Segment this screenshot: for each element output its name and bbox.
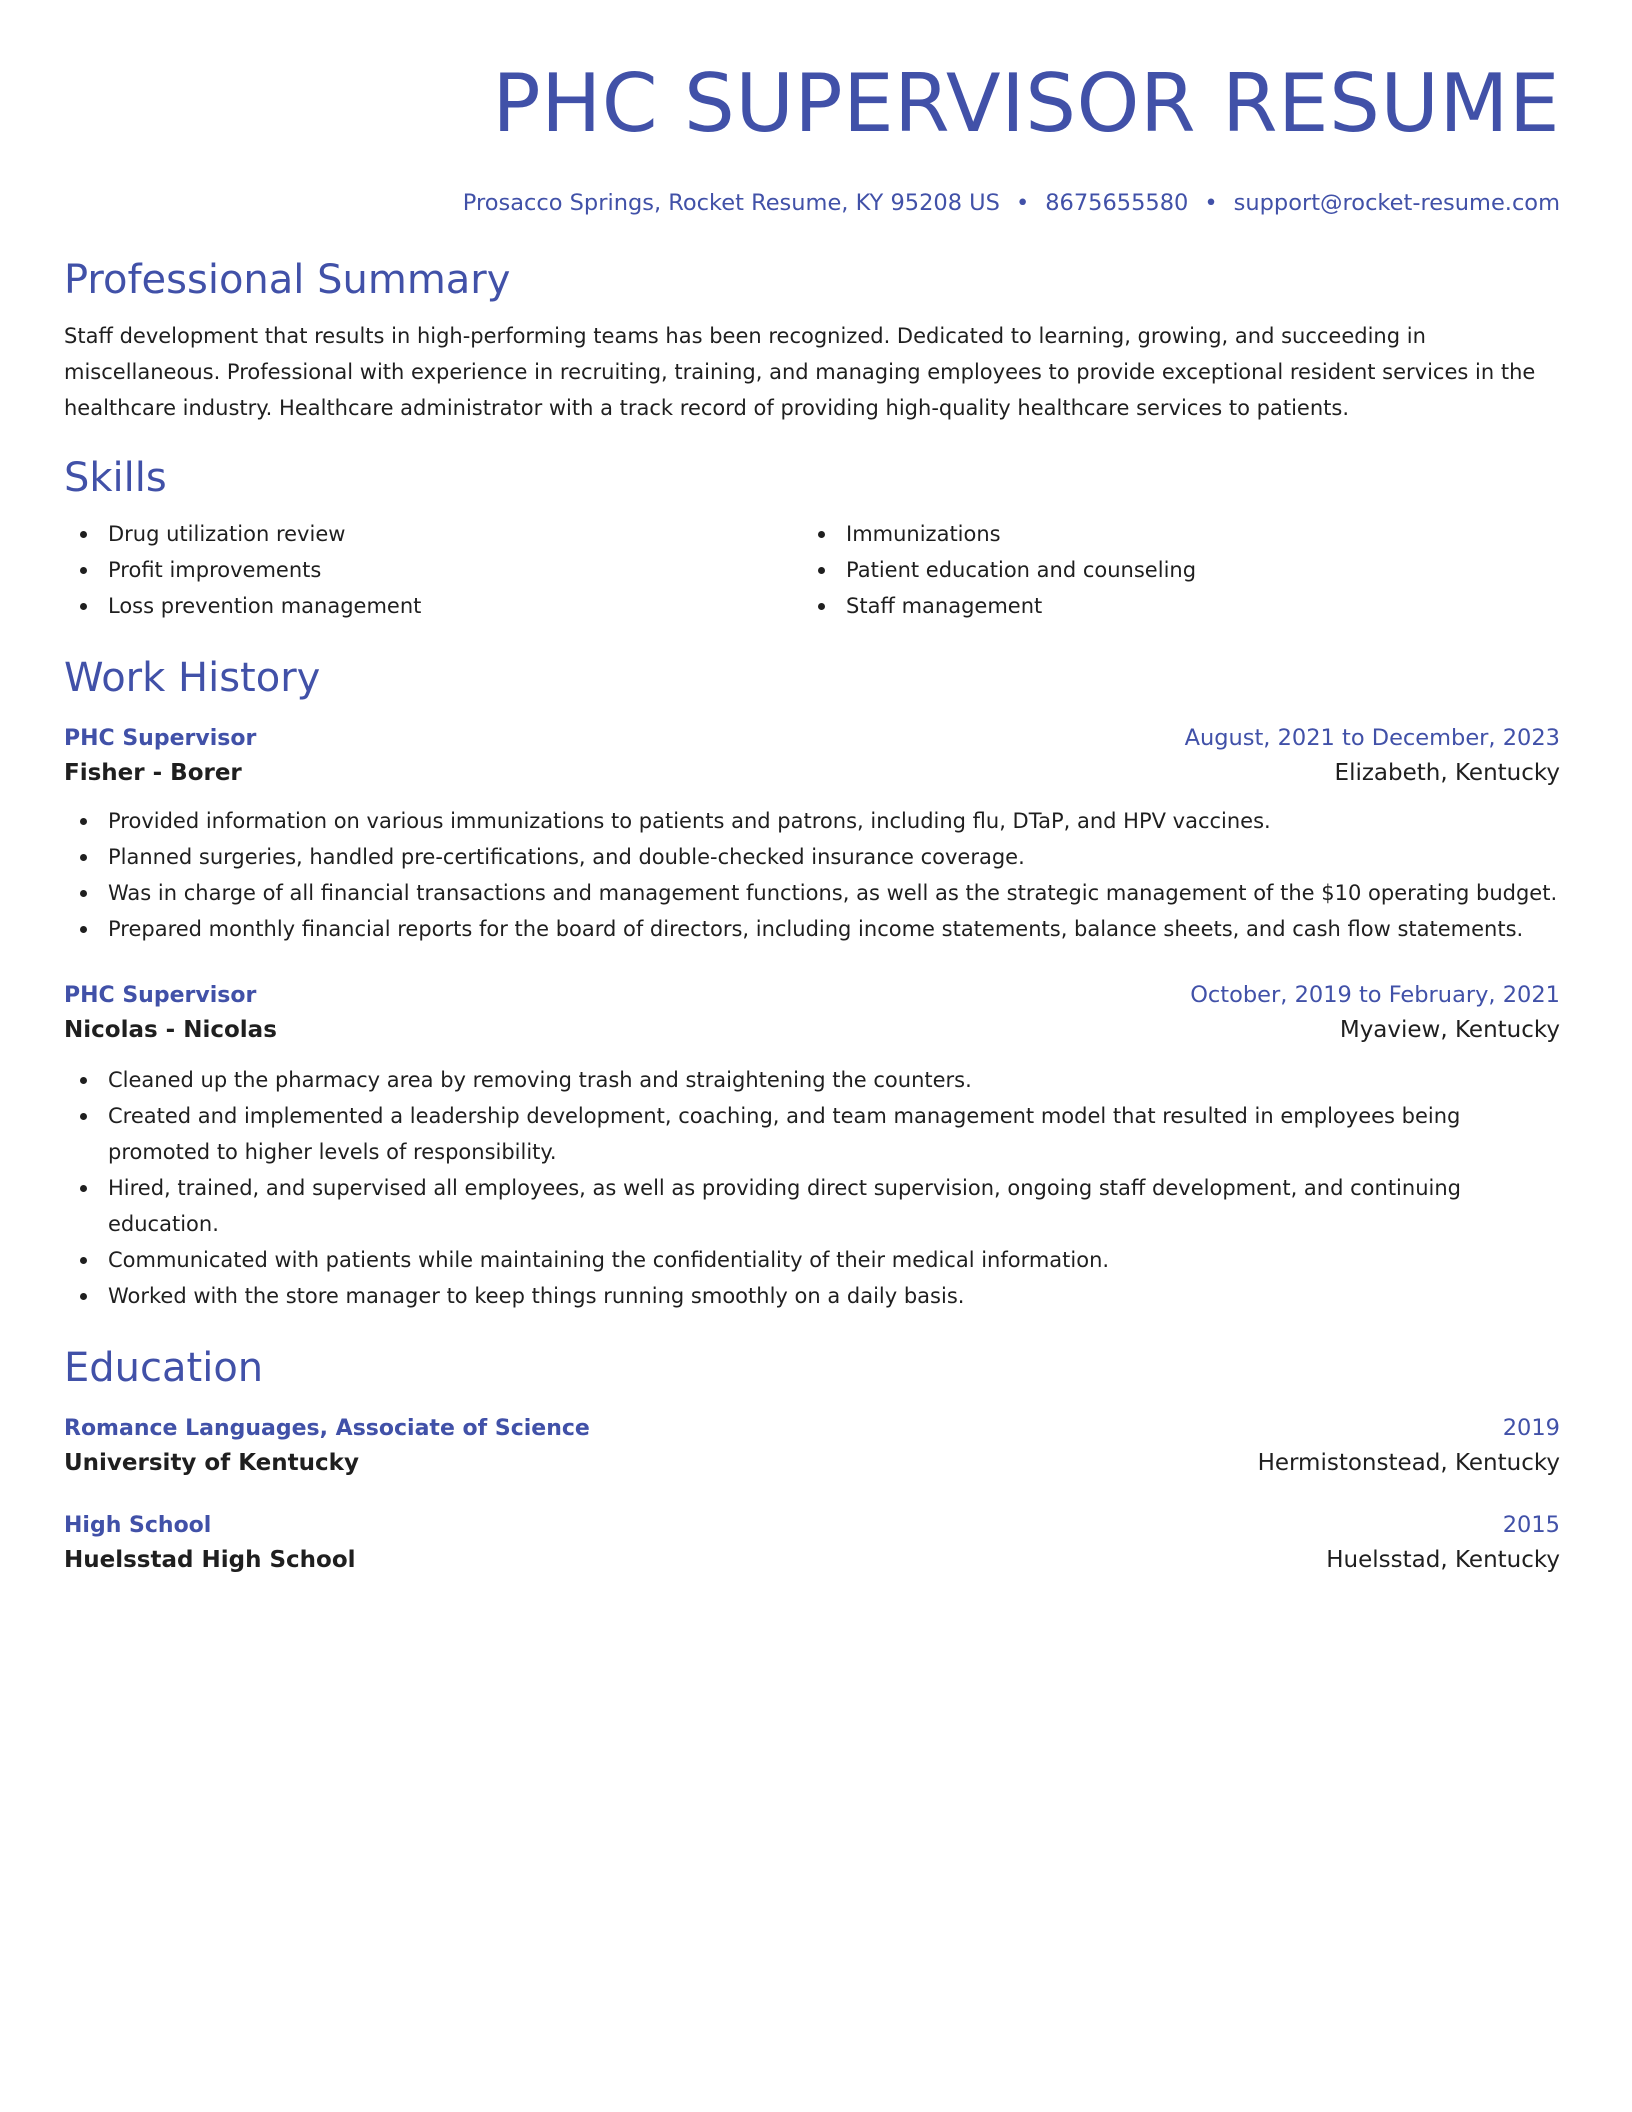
job-header-row	[64, 722, 1560, 755]
skill-item: Staff management	[802, 588, 1540, 624]
resume-page	[64, 0, 1560, 1578]
summary-heading: Professional Summary	[64, 257, 511, 303]
education-school: Huelsstad High School	[64, 1547, 356, 1573]
education-year: 2015	[1502, 1512, 1560, 1538]
education-location: Hermistonstead, Kentucky	[1257, 1450, 1560, 1476]
education-school-row	[64, 1542, 1560, 1578]
education-degree: Romance Languages, Associate of Science	[64, 1416, 590, 1441]
job-bullets	[64, 1062, 1560, 1314]
education-school: University of Kentucky	[64, 1450, 359, 1476]
summary-text: Staff development that results in high-performing teams has been recognized. Dedicated to learning, growing, and succeeding in miscellaneous. Professional with experience in recruiting, training, and managing employees to provide exceptional resident services in the healthcare industry. Healthcare administrator with a track record of providing high-quality healthcare services to patients.	[64, 324, 1536, 420]
job-bullet: Created and implemented a leadership development, coaching, and team management model that resulted in employees being promoted to higher levels of responsibility.	[64, 1098, 1560, 1170]
contact-line	[64, 188, 1560, 218]
job-bullet: Was in charge of all financial transactions and management functions, as well as the strategic management of the $10 operating budget.	[64, 875, 1560, 911]
education-school-row	[64, 1445, 1560, 1481]
job-title: PHC Supervisor	[64, 726, 257, 751]
education-entry	[64, 1509, 1560, 1578]
education-location: Huelsstad, Kentucky	[1326, 1547, 1560, 1573]
job-dates: October, 2019 to February, 2021	[1190, 982, 1560, 1008]
job-bullet: Communicated with patients while maintaining the confidentiality of their medical information.	[64, 1242, 1560, 1278]
job-bullet: Provided information on various immunizations to patients and patrons, including flu, DTaP, and HPV vaccines.	[64, 803, 1560, 839]
skill-item: Loss prevention management	[64, 588, 802, 624]
education-degree: High School	[64, 1513, 212, 1538]
job-bullet: Worked with the store manager to keep things running smoothly on a daily basis.	[64, 1278, 1560, 1314]
job-bullets	[64, 803, 1560, 947]
education-year: 2019	[1502, 1415, 1560, 1441]
job-location: Myaview, Kentucky	[1339, 1017, 1560, 1043]
contact-phone: 8675655580	[1045, 190, 1189, 216]
education-entry	[64, 1412, 1560, 1481]
job-company-row	[64, 755, 1560, 791]
skills-column-right	[802, 516, 1540, 624]
job-title: PHC Supervisor	[64, 983, 257, 1008]
job-company: Nicolas - Nicolas	[64, 1017, 277, 1043]
job-company-row	[64, 1012, 1560, 1048]
skills-heading: Skills	[64, 455, 167, 501]
resume-title: PHC SUPERVISOR RESUME	[492, 57, 1560, 150]
education-header-row	[64, 1412, 1560, 1445]
job-company: Fisher - Borer	[64, 760, 242, 786]
contact-separator: •	[1015, 190, 1030, 216]
skill-item: Drug utilization review	[64, 516, 802, 552]
job-entry	[64, 722, 1560, 947]
skill-item: Immunizations	[802, 516, 1540, 552]
skills-list	[64, 516, 1560, 624]
skill-item: Profit improvements	[64, 552, 802, 588]
education-heading: Education	[64, 1345, 264, 1391]
work-history-heading: Work History	[64, 655, 321, 701]
job-bullet: Planned surgeries, handled pre-certifications, and double-checked insurance coverage.	[64, 839, 1560, 875]
contact-address: Prosacco Springs, Rocket Resume, KY 95208 US	[462, 190, 1000, 216]
skills-column-left	[64, 516, 802, 624]
job-entry	[64, 979, 1560, 1314]
job-bullet: Cleaned up the pharmacy area by removing trash and straightening the counters.	[64, 1062, 1560, 1098]
job-header-row	[64, 979, 1560, 1012]
skill-item: Patient education and counseling	[802, 552, 1540, 588]
job-location: Elizabeth, Kentucky	[1334, 760, 1560, 786]
job-bullet: Hired, trained, and supervised all employees, as well as providing direct supervision, ongoing staff development, and continuing education.	[64, 1170, 1560, 1242]
contact-email[interactable]: support@rocket-resume.com	[1233, 190, 1560, 216]
job-dates: August, 2021 to December, 2023	[1184, 725, 1560, 751]
job-bullet: Prepared monthly financial reports for the board of directors, including income statements, balance sheets, and cash flow statements.	[64, 911, 1560, 947]
education-header-row	[64, 1509, 1560, 1542]
contact-separator: •	[1204, 190, 1218, 216]
